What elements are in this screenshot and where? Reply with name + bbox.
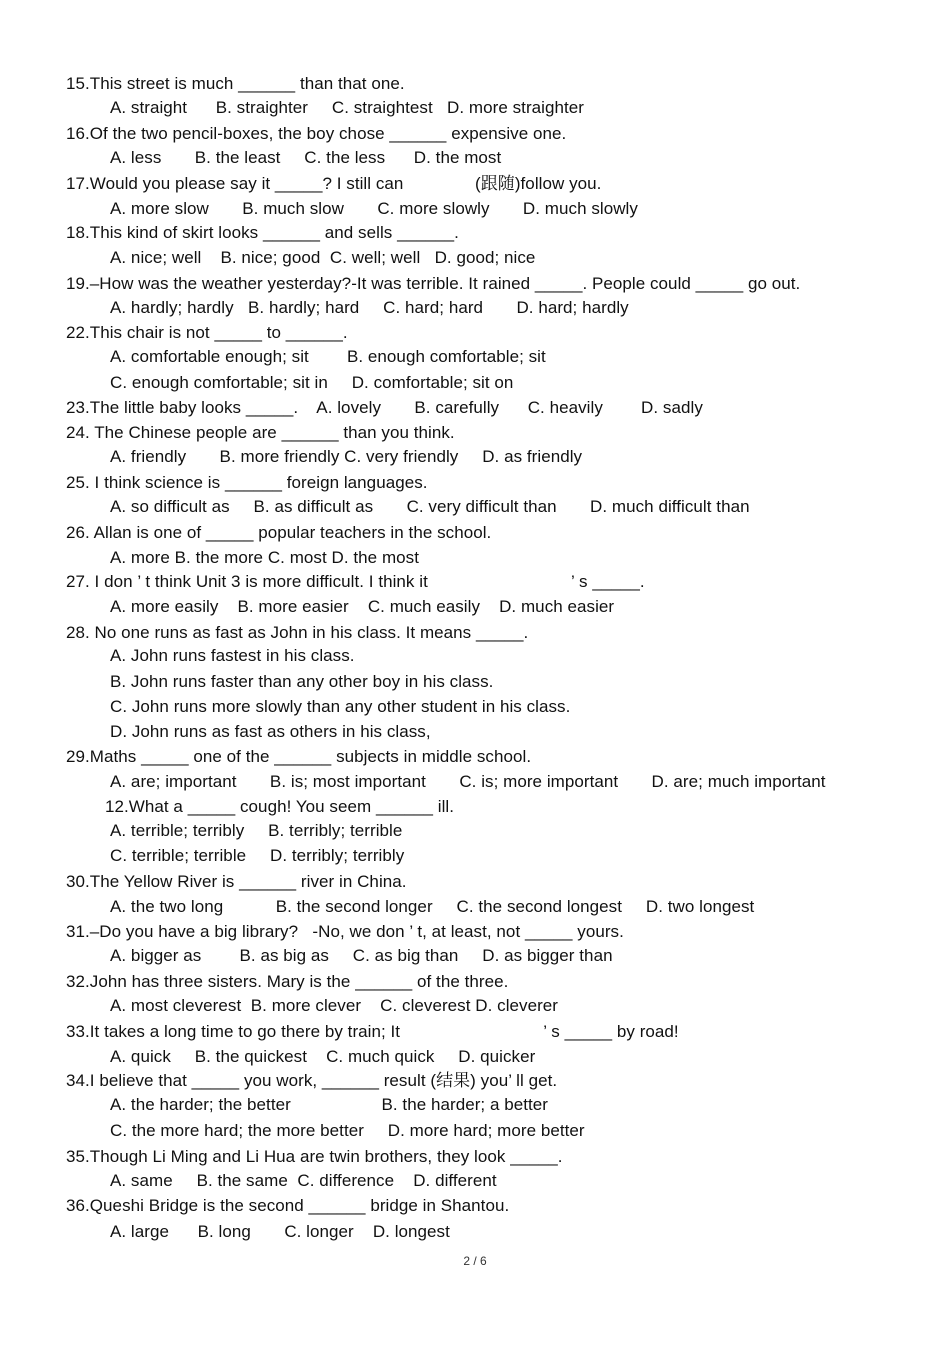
options-35: A. same B. the same C. difference D. different <box>110 1171 497 1190</box>
question-31: 31.–Do you have a big library? -No, we don ’ t, at least, not _____ yours. <box>66 922 624 941</box>
page-number: 2 / 6 <box>463 1254 487 1268</box>
question-22: 22.This chair is not _____ to ______. <box>66 323 348 342</box>
options-22-cd: C. enough comfortable; sit in D. comfortable; sit on <box>110 373 514 392</box>
question-16: 16.Of the two pencil-boxes, the boy chose ______ expensive one. <box>66 124 567 143</box>
question-33: 33.It takes a long time to go there by train; It ’ s _____ by road! <box>66 1022 679 1041</box>
question-24: 24. The Chinese people are ______ than you think. <box>66 423 455 442</box>
options-12-cd: C. terrible; terrible D. terribly; terribly <box>110 846 405 865</box>
option-28-d: D. John runs as fast as others in his class, <box>110 722 431 741</box>
options-12-ab: A. terrible; terribly B. terribly; terrible <box>110 821 403 840</box>
question-36: 36.Queshi Bridge is the second ______ bridge in Shantou. <box>66 1196 510 1215</box>
options-16: A. less B. the least C. the less D. the most <box>110 148 502 167</box>
options-17: A. more slow B. much slow C. more slowly D. much slowly <box>110 199 638 218</box>
options-36: A. large B. long C. longer D. longest <box>110 1222 450 1241</box>
options-19: A. hardly; hardly B. hardly; hard C. hard; hard D. hard; hardly <box>110 298 629 317</box>
question-12: 12.What a _____ cough! You seem ______ ill. <box>105 797 455 816</box>
options-34-cd: C. the more hard; the more better D. more hard; more better <box>110 1121 585 1140</box>
options-15: A. straight B. straighter C. straightest D. more straighter <box>110 98 584 117</box>
options-27: A. more easily B. more easier C. much easily D. much easier <box>110 597 615 616</box>
question-18: 18.This kind of skirt looks ______ and sells ______. <box>66 223 459 242</box>
question-30: 30.The Yellow River is ______ river in China. <box>66 872 407 891</box>
question-19: 19.–How was the weather yesterday?-It was terrible. It rained _____. People could _____ go out. <box>66 274 801 293</box>
question-26: 26. Allan is one of _____ popular teachers in the school. <box>66 523 492 542</box>
option-28-b: B. John runs faster than any other boy in his class. <box>110 672 494 691</box>
question-32: 32.John has three sisters. Mary is the ______ of the three. <box>66 972 509 991</box>
question-15: 15.This street is much ______ than that one. <box>66 74 405 93</box>
options-32: A. most cleverest B. more clever C. cleverest D. cleverer <box>110 996 559 1015</box>
options-31: A. bigger as B. as big as C. as big than D. as bigger than <box>110 946 613 965</box>
question-35: 35.Though Li Ming and Li Hua are twin brothers, they look _____. <box>66 1147 563 1166</box>
option-28-c: C. John runs more slowly than any other student in his class. <box>110 697 571 716</box>
options-26: A. more B. the more C. most D. the most <box>110 548 419 567</box>
question-23: 23.The little baby looks _____. A. lovely B. carefully C. heavily D. sadly <box>66 398 703 417</box>
question-17: 17.Would you please say it _____? I still can (跟随)follow you. <box>66 174 602 193</box>
options-25: A. so difficult as B. as difficult as C. very difficult than D. much difficult than <box>110 497 750 516</box>
options-22-ab: A. comfortable enough; sit B. enough comfortable; sit <box>110 347 546 366</box>
options-30: A. the two long B. the second longer C. the second longest D. two longest <box>110 897 755 916</box>
question-28: 28. No one runs as fast as John in his class. It means _____. <box>66 623 529 642</box>
question-34: 34.I believe that _____ you work, ______ result (结果) you’ ll get. <box>66 1071 558 1090</box>
options-24: A. friendly B. more friendly C. very friendly D. as friendly <box>110 447 583 466</box>
question-25: 25. I think science is ______ foreign languages. <box>66 473 428 492</box>
options-18: A. nice; well B. nice; good C. well; well D. good; nice <box>110 248 536 267</box>
question-29: 29.Maths _____ one of the ______ subjects in middle school. <box>66 747 532 766</box>
question-27: 27. I don ’ t think Unit 3 is more difficult. I think it ’ s _____. <box>66 572 645 591</box>
options-34-ab: A. the harder; the better B. the harder; a better <box>110 1095 549 1114</box>
options-33: A. quick B. the quickest C. much quick D. quicker <box>110 1047 536 1066</box>
options-29: A. are; important B. is; most important C. is; more important D. are; much important <box>110 772 826 791</box>
option-28-a: A. John runs fastest in his class. <box>110 646 355 665</box>
